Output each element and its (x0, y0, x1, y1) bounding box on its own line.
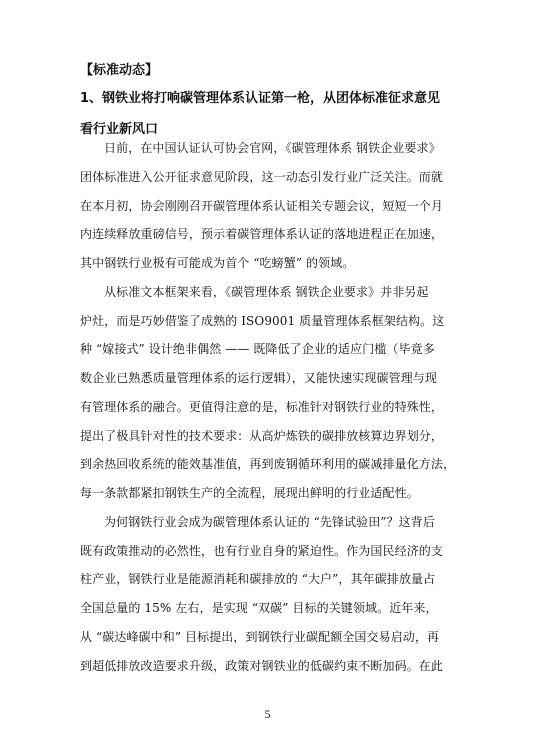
paragraph-3-line: 既有政策推动的必然性，也有行业自身的紧迫性。作为国民经济的支 (80, 543, 444, 558)
paragraph-1-line: 日前，在中国认证认可协会官网，《碳管理体系 钢铁企业要求》 (104, 141, 441, 155)
section-tag: 【标准动态】 (80, 63, 159, 78)
paragraph-2-line: 到余热回收系统的能效基准值，再到废钢循环利用的碳减排量化方法， (80, 457, 456, 472)
paragraph-3-line: 到超低排放改造要求升级，政策对钢铁业的低碳约束不断加码。在此 (80, 658, 444, 673)
paragraph-1-line: 内连续释放重磅信号，预示着碳管理体系认证的落地进程正在加速， (80, 227, 444, 242)
paragraph-2-line: 从标准文本框架来看，《碳管理体系 钢铁企业要求》并非另起 (104, 284, 429, 299)
page-number: 5 (264, 707, 271, 721)
paragraph-1-line: 团体标准进入公开征求意见阶段，这一动态引发行业广泛关注。而就 (80, 169, 444, 184)
headline-line-1: 1、钢铁业将打响碳管理体系认证第一枪，从团体标准征求意见 (80, 91, 441, 106)
article-body (80, 134, 475, 680)
paragraph-3-line: 从 “碳达峰碳中和” 目标提出，到钢铁行业碳配额全国交易启动，再 (80, 629, 440, 644)
paragraph-2-line: 有管理体系的融合。更值得注意的是，标准针对钢铁行业的特殊性， (80, 399, 444, 414)
paragraph-3-line: 全国总量的 15% 左右，是实现 “双碳” 目标的关键领域。近年来， (80, 601, 438, 615)
paragraph-2-line: 数企业已熟悉质量管理体系的运行逻辑），又能快速实现碳管理与现 (80, 371, 438, 385)
paragraph-3-line: 柱产业，钢铁行业是能源消耗和碳排放的 “大户”，其年碳排放量占 (80, 572, 436, 587)
paragraph-3-line: 为何钢铁行业会成为碳管理体系认证的 “先锋试验田”？这背后 (104, 514, 435, 529)
paragraph-1-line: 在本月初，协会刚刚召开碳管理体系认证相关专题会议，短短一个月 (80, 198, 444, 213)
paragraph-2-line: 每一条款都紧扣钢铁生产的全流程，展现出鲜明的行业适配性。 (80, 486, 419, 500)
paragraph-2-line: 提出了极具针对性的技术要求：从高炉炼铁的碳排放核算边界划分， (80, 428, 444, 443)
paragraph-2-line: 炉灶，而是巧妙借鉴了成熟的 ISO9001 质量管理体系框架结构。这 (80, 313, 445, 328)
headline-line-2: 看行业新风口 (80, 122, 159, 137)
paragraph-2-line: 种 “嫁接式” 设计绝非偶然 —— 既降低了企业的适应门槛（毕竟多 (80, 342, 435, 357)
paragraph-1-line: 其中钢铁行业极有可能成为首个 “吃螃蟹” 的领域。 (80, 256, 355, 270)
